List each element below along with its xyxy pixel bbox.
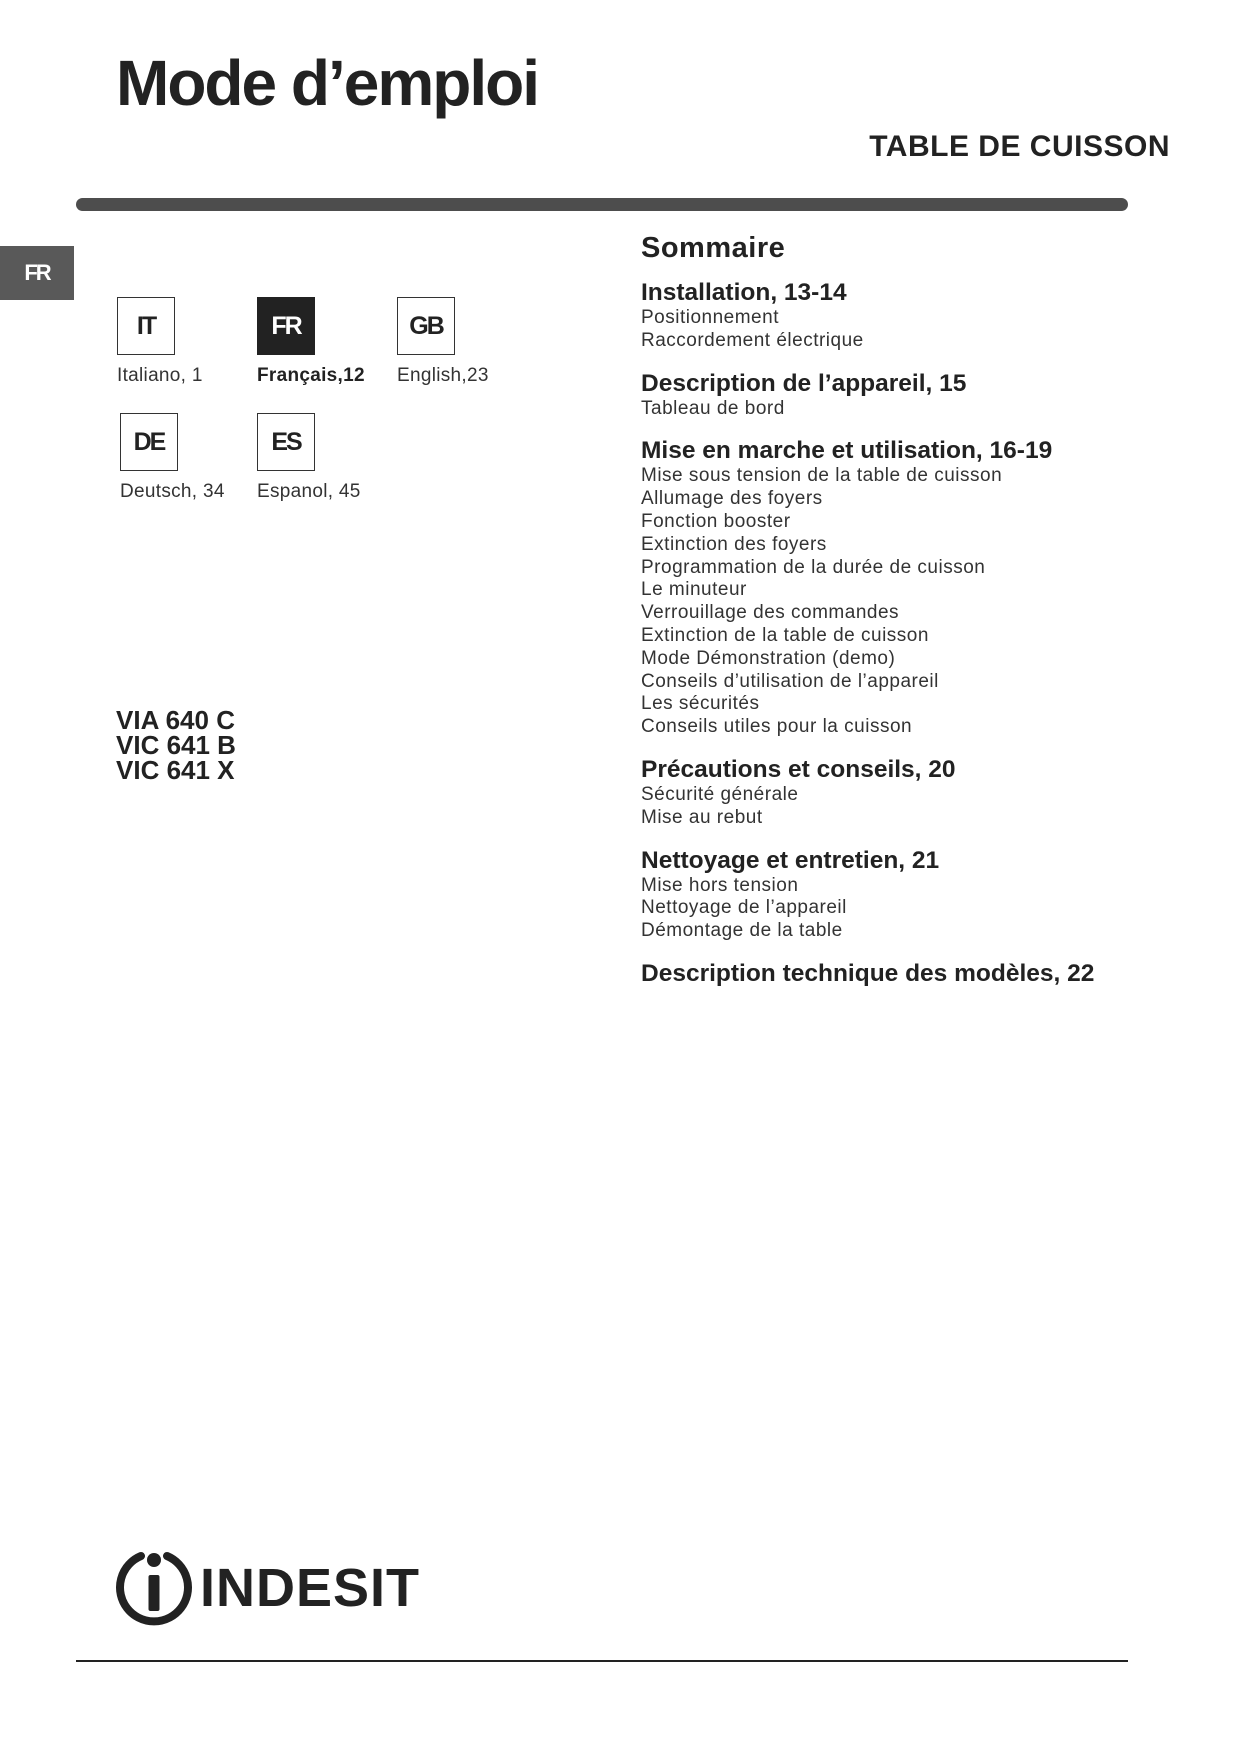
toc-item[interactable]: Positionnement [641,307,779,328]
language-gb[interactable] [397,297,557,387]
toc-item[interactable]: Verrouillage des commandes [641,602,900,624]
toc-item[interactable]: Raccordement électrique [641,329,864,351]
toc-section-title[interactable]: Nettoyage et entretien, 21 [641,846,940,874]
bottom-divider [76,1660,1128,1662]
language-es[interactable] [257,413,417,503]
language-de[interactable] [120,413,280,503]
model-name: VIC 641 B [116,730,236,760]
toc-section-title[interactable]: Précautions et conseils, 20 [641,755,956,783]
toc-section-title[interactable]: Installation, 13-14 [641,279,847,306]
toc-section-title[interactable]: Mise en marche et utilisation, 16-19 [641,437,1053,465]
language-side-tab: FR [0,246,74,300]
brand-name: INDESIT [200,1558,421,1618]
toc-item[interactable]: Les sécurités [641,693,760,715]
table-of-contents [641,232,1161,1005]
language-label: Français,12 [257,365,365,386]
toc-item[interactable]: Mode Démonstration (demo) [641,647,896,669]
toc-item[interactable]: Tableau de bord [641,397,785,419]
language-code-box[interactable]: FR [257,297,315,355]
toc-item[interactable]: Programmation de la durée de cuisson [641,556,986,578]
toc-section-title[interactable]: Description de l’appareil, 15 [641,369,967,397]
language-code-box[interactable]: ES [257,413,315,471]
language-code-box[interactable]: DE [120,413,178,471]
language-fr[interactable] [257,297,417,387]
language-label: Espanol, 45 [257,481,361,502]
toc-section-cleaning [641,847,1161,943]
toc-section-usage [641,437,1161,739]
document-subtitle: TABLE DE CUISSON [869,130,1170,163]
toc-section-title[interactable]: Description technique des modèles, 22 [641,959,1095,987]
toc-item[interactable]: Mise au rebut [641,806,763,828]
language-label: Italiano, 1 [117,365,203,386]
toc-item[interactable]: Fonction booster [641,510,791,532]
toc-heading: Sommaire [641,232,786,264]
top-divider [76,198,1128,211]
toc-item[interactable]: Nettoyage de l’appareil [641,897,847,919]
toc-item[interactable]: Conseils d’utilisation de l’appareil [641,670,939,692]
toc-item[interactable]: Démontage de la table [641,920,843,942]
toc-item[interactable]: Allumage des foyers [641,488,823,510]
brand-logo [114,1548,420,1628]
language-label: Deutsch, 34 [120,481,225,502]
toc-section-precautions [641,756,1161,830]
language-label: English,23 [397,365,489,386]
language-code-box[interactable]: GB [397,297,455,355]
model-list [116,705,236,785]
toc-section-description [641,370,1161,421]
indesit-i-logo-icon [114,1548,194,1628]
toc-item[interactable]: Extinction des foyers [641,533,827,555]
toc-section-technical [641,960,1161,988]
toc-item[interactable]: Le minuteur [641,579,747,601]
toc-item[interactable]: Extinction de la table de cuisson [641,624,929,646]
model-name: VIA 640 C [116,705,235,735]
toc-item[interactable]: Mise sous tension de la table de cuisson [641,465,1003,487]
model-name: VIC 641 X [116,755,235,785]
toc-section-installation [641,279,1161,353]
toc-item[interactable]: Conseils utiles pour la cuisson [641,716,913,738]
toc-item[interactable]: Sécurité générale [641,783,799,805]
toc-item[interactable]: Mise hors tension [641,874,799,896]
language-code-box[interactable]: IT [117,297,175,355]
language-it[interactable] [117,297,277,387]
page-title: Mode d’emploi [116,47,538,119]
